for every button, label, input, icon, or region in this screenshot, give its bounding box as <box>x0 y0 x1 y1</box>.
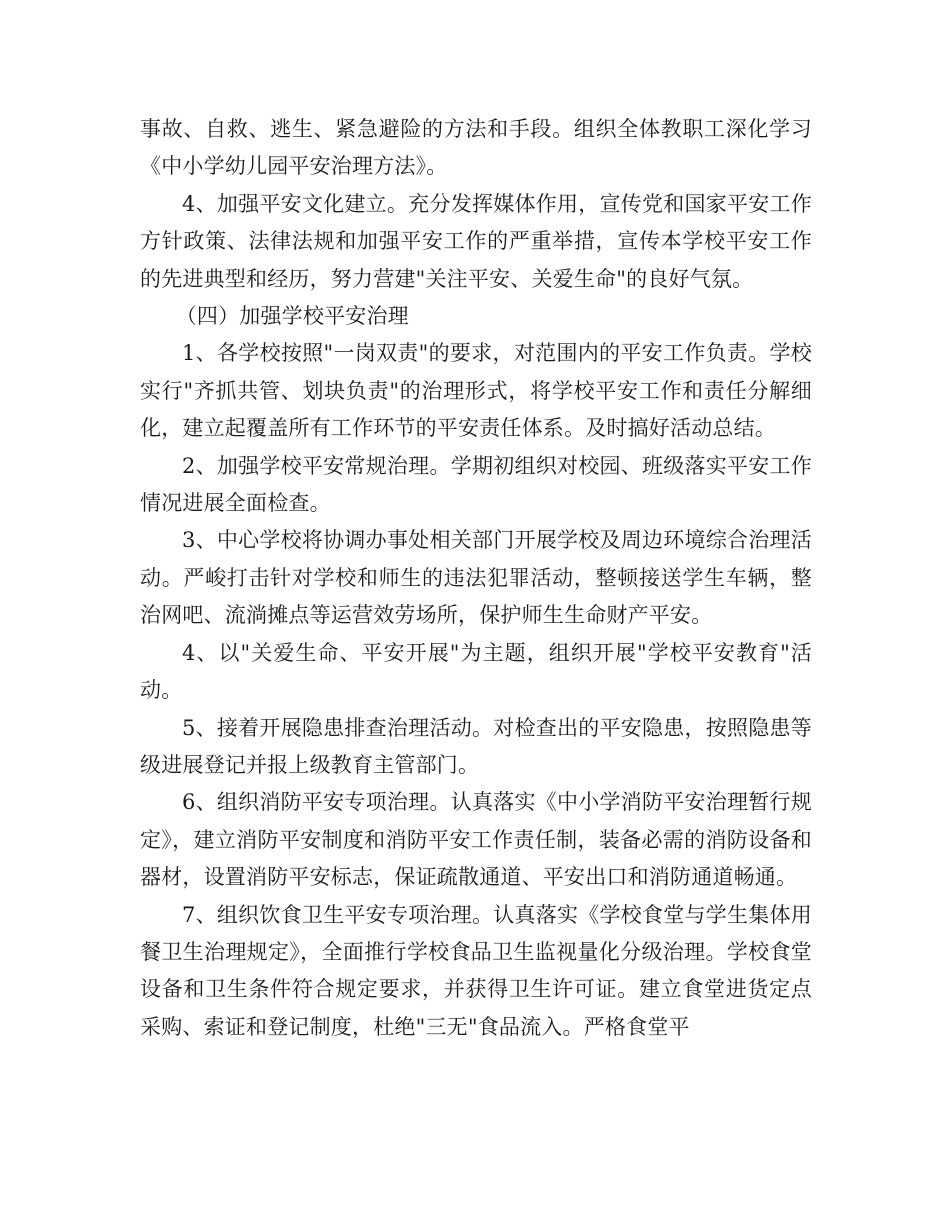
paragraph-item-2: 2、加强学校平安常规治理。学期初组织对校园、班级落实平安工作情况进展全面检查。 <box>140 453 812 516</box>
document-body <box>140 111 812 1046</box>
paragraph-culture-building: 4、加强平安文化建立。充分发挥媒体作用，宣传党和国家平安工作方针政策、法律法规和加强平安工作的严重举措，宣传本学校平安工作的先进典型和经历，努力营建"关注平安、关爱生命"的良好气氛。 <box>140 191 812 291</box>
paragraph-item-1: 1、各学校按照"一岗双责"的要求，对范围内的平安工作负责。学校实行"齐抓共管、划块负责"的治理形式，将学校平安工作和责任分解细化，建立起覆盖所有工作环节的平安责任体系。及时搞好活动总结。 <box>140 341 812 441</box>
paragraph-item-3: 3、中心学校将协调办事处相关部门开展学校及周边环境综合治理活动。严峻打击针对学校和师生的违法犯罪活动，整顿接送学生车辆，整治网吧、流淌摊点等运营效劳场所，保护师生生命财产平安。 <box>140 528 812 628</box>
paragraph-item-6: 6、组织消防平安专项治理。认真落实《中小学消防平安治理暂行规定》，建立消防平安制度和消防平安工作责任制，装备必需的消防设备和器材，设置消防平安标志，保证疏散通道、平安出口和消防通道畅通。 <box>140 790 812 890</box>
paragraph-continuation: 事故、自救、逃生、紧急避险的方法和手段。组织全体教职工深化学习《中小学幼儿园平安治理方法》。 <box>140 117 812 179</box>
section-heading-school-safety: （四）加强学校平安治理 <box>175 304 409 329</box>
paragraph-item-5: 5、接着开展隐患排查治理活动。对检查出的平安隐患，按照隐患等级进展登记并报上级教育主管部门。 <box>140 715 812 777</box>
paragraph-item-7: 7、组织饮食卫生平安专项治理。认真落实《学校食堂与学生集体用餐卫生治理规定》，全面推行学校食品卫生监视量化分级治理。学校食堂设备和卫生条件符合规定要求，并获得卫生许可证。建立食堂进货定点采购、索证和登记制度，杜绝"三无"食品流入。严格食堂平 <box>140 902 812 1039</box>
paragraph-item-4: 4、以"关爱生命、平安开展"为主题，组织开展"学校平安教育"活动。 <box>140 640 812 703</box>
